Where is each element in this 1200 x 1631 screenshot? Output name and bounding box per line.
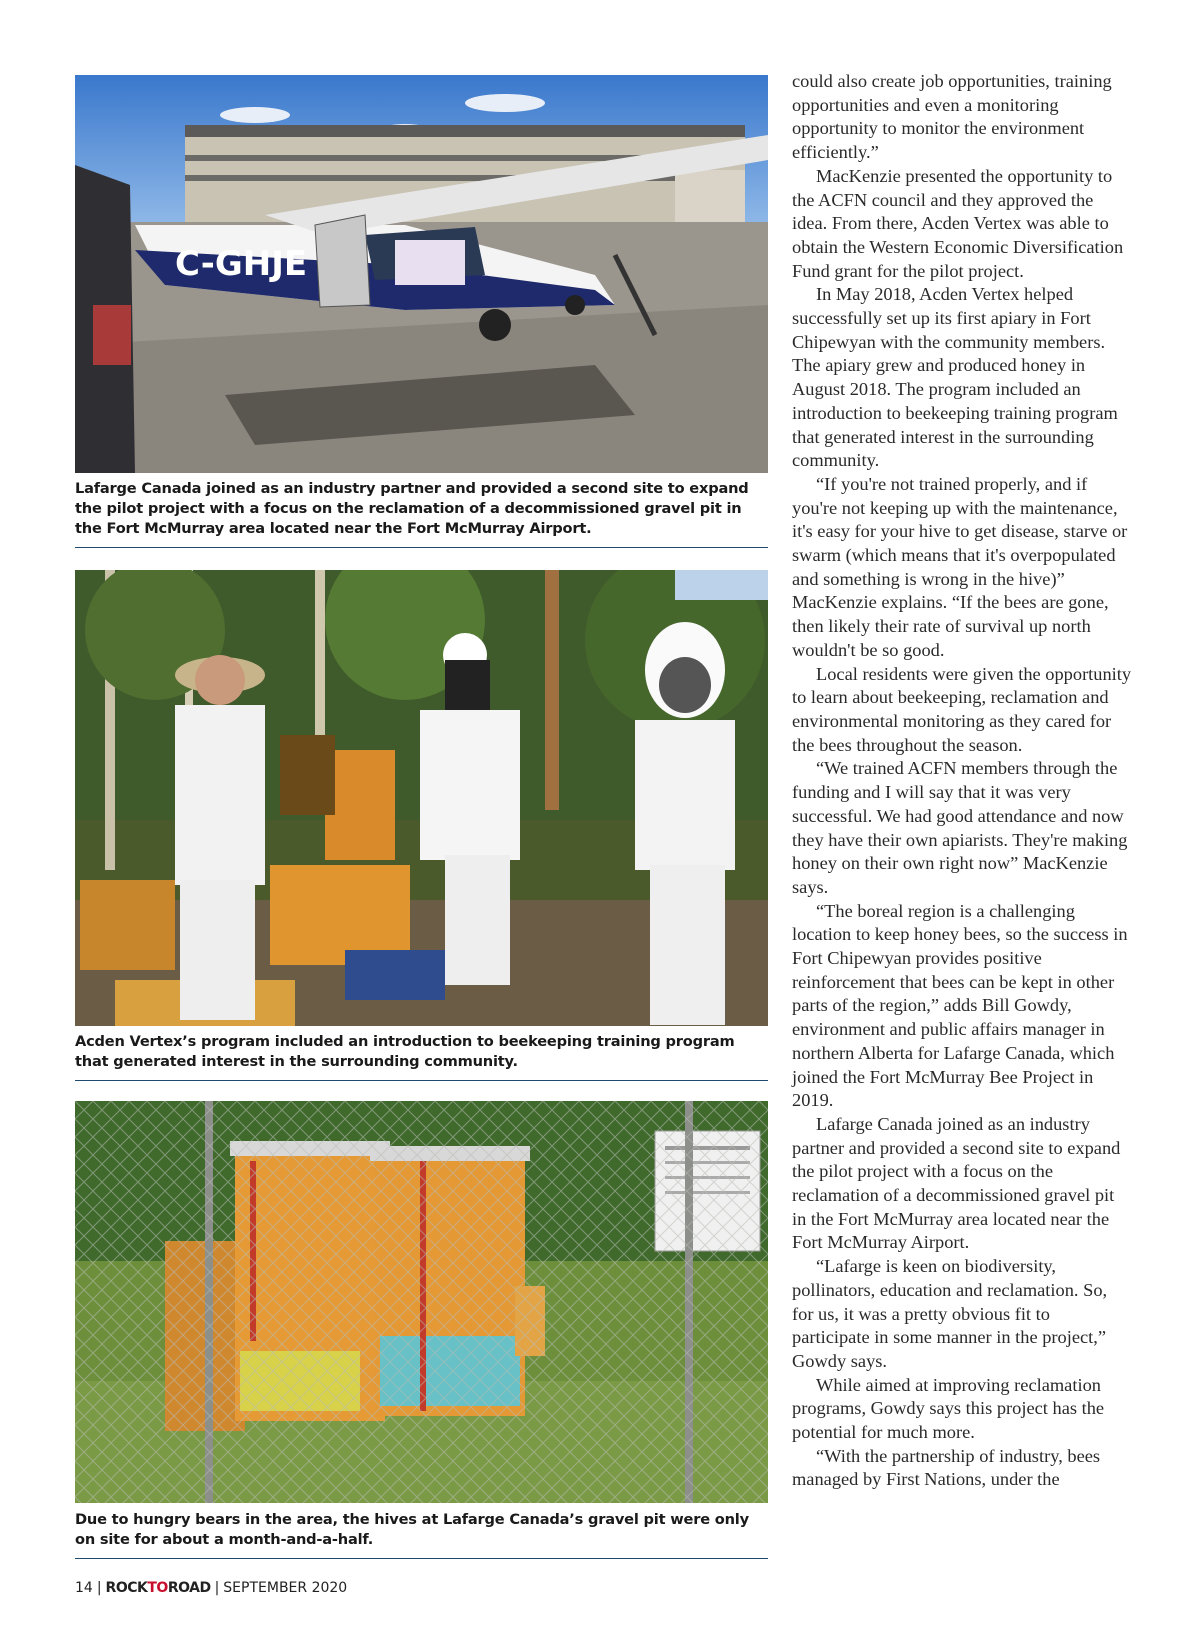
article-paragraph: Local residents were given the opportunity to learn about beekeeping, reclamation and environmental monitoring as they cared for the bees throughout the season. (792, 663, 1132, 755)
article-paragraph: “We trained ACFN members through the funding and I will say that it was very successful. We had good attendance and now they have their own apiarists. They're making honey on their own right now” MacKenzie says. (792, 758, 1128, 897)
issue-date: SEPTEMBER 2020 (223, 1580, 348, 1596)
magazine-logo-rock: ROCK (105, 1580, 148, 1596)
magazine-logo-to: TO (147, 1580, 168, 1596)
article-paragraph: “Lafarge is keen on biodiversity, pollinators, education and reclamation. So, for us, it was a pretty obvious fit to participate in some manner in the project,” Gowdy says. (792, 1256, 1108, 1371)
footer-divider: | (214, 1580, 220, 1596)
article-paragraph: While aimed at improving reclamation programs, Gowdy says this project has the potential for much more. (792, 1374, 1105, 1443)
photo-caption-beekeepers: Acden Vertex’s program included an introduction to beekeeping training program that generated interest in the surrounding community. (75, 1032, 768, 1081)
page-footer (75, 1580, 347, 1596)
airplane-photo (75, 75, 768, 473)
article-paragraph: “The boreal region is a challenging location to keep honey bees, so the success in Fort Chipewyan provides positive reinforcement that bees can be kept in other parts of the region,” adds Bill Gowdy, environment and public affairs manager in northern Alberta for Lafarge Canada, which joined the Fort McMurray Bee Project in 2019. (792, 900, 1128, 1111)
photo-caption-airplane: Lafarge Canada joined as an industry partner and provided a second site to expand the pilot project with a focus on the reclamation of a decommissioned gravel pit in the Fort McMurray area located near the Fort McMurray Airport. (75, 479, 768, 548)
page-number: 14 (75, 1580, 93, 1596)
article-paragraph: could also create job opportunities, training opportunities and even a monitoring opportunity to monitor the environment efficiently.” (792, 71, 1112, 163)
article-paragraph: “If you're not trained properly, and if you're not keeping up with the maintenance, it's easy for your hive to get disease, starve or swarm (which means that it's overpopulated and something is wrong in the hive)” MacKenzie explains. “If the bees are gone, then likely their rate of survival up north wouldn't be so good. (792, 473, 1128, 660)
plane-registration: C-GHJE (175, 244, 308, 284)
footer-divider: | (96, 1580, 102, 1596)
magazine-logo (106, 1580, 211, 1596)
article-column (792, 70, 1132, 1492)
beekeepers-photo (75, 570, 768, 1026)
photo-caption-hives: Due to hungry bears in the area, the hives at Lafarge Canada’s gravel pit were only on site for about a month-and-a-half. (75, 1510, 768, 1559)
article-paragraph: MacKenzie presented the opportunity to the ACFN council and they approved the idea. From there, Acden Vertex was able to obtain the Western Economic Diversification Fund grant for the pilot project. (792, 165, 1124, 281)
article-paragraph: “With the partnership of industry, bees managed by First Nations, under the (792, 1445, 1101, 1490)
hives-photo (75, 1101, 768, 1503)
magazine-logo-road: ROAD (167, 1580, 211, 1596)
article-paragraph: Lafarge Canada joined as an industry partner and provided a second site to expand the pilot project with a focus on the reclamation of a decommissioned gravel pit in the Fort McMurray area located near the Fort McMurray Airport. (792, 1113, 1121, 1253)
article-paragraph: In May 2018, Acden Vertex helped successfully set up its first apiary in Fort Chipewyan with the community members. The apiary grew and produced honey in August 2018. The program included an introduction to beekeeping training program that generated interest in the surrounding community. (792, 284, 1118, 471)
